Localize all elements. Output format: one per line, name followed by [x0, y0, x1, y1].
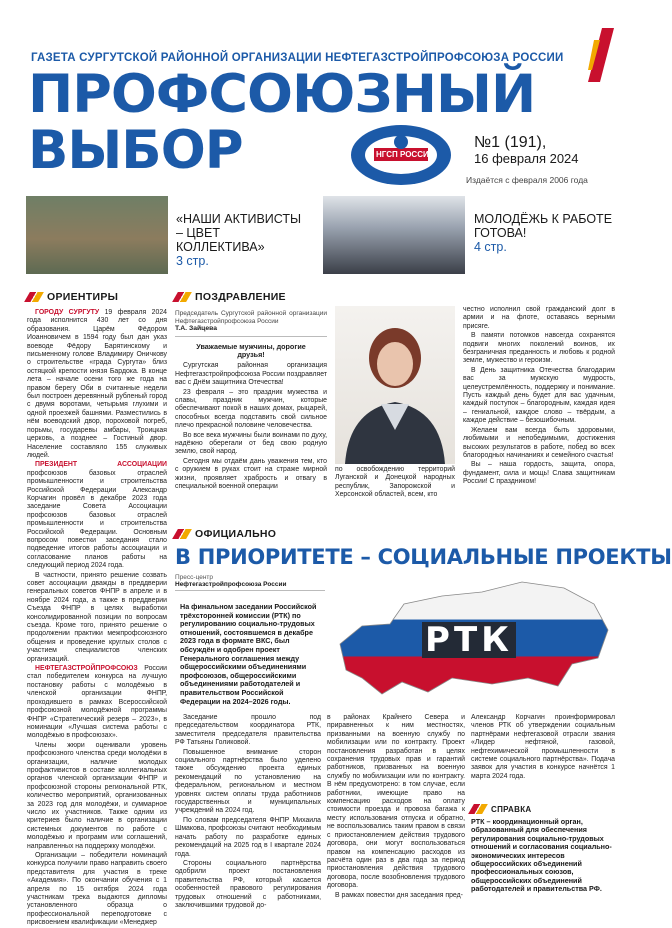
greeting-p5: по освобождению территорий Луганской и Донецкой народных республик, Запорожской и Херсонской областей, всем, кто	[335, 466, 455, 499]
section-marker-icon	[172, 292, 192, 302]
rtk-logo-text: РТК	[425, 620, 513, 660]
issue-date: 16 февраля 2024	[474, 151, 579, 166]
official-headline: В ПРИОРИТЕТЕ – СОЦИАЛЬНЫЕ ПРОЕКТЫ	[175, 545, 672, 569]
source-label: Пресс-центр	[175, 574, 214, 581]
official-c1p1: Заседание прошло под председательством координатора РТК, заместителя председателя правительства РФ Татьяны Голиковой.	[175, 714, 321, 747]
greeting-right-column	[463, 306, 615, 520]
news-lead-president: ПРЕЗИДЕНТ АССОЦИАЦИИ	[35, 461, 167, 469]
news-text-president: профсоюзов базовых отраслей промышленности и строительства Российской Федерации Александр Корчагин провёл в декабре 2023 года заседание Совета Ассоциации профсоюзов базовых отраслей промышленности и строительства Российской Федерации. Основным вопросом повестки заседания стало подведение итогов работы ассоциации и согласование планов работы на следующий период 2024 года.	[27, 469, 167, 570]
greeting-p1: Сургутская районная организация Нефтегазстройпрофсоюза России поздравляет вас с Днём защитника Отечества!	[175, 362, 327, 387]
greeting-r1: честно исполнил свой гражданский долг в армии и на флоте, оставаясь верными присяге.	[463, 306, 615, 330]
news-text-council: В частности, принято решение созвать совет ассоциации дважды в преддверии генеральных советов ФНПР в апреле и в ноябре 2024 года, а также в преддверии Съезда ФНПР в целях выработки консолидированной позиции по вопросам съезда. Кроме того, принято решение о продолжении практики межпрофсоюзного общения и проведение круглых столов с участием специалистов членских организаций.	[27, 571, 167, 663]
greeting-signer: Т.А. Зайцева	[175, 325, 327, 336]
teaser-photo-activists	[26, 196, 168, 274]
teaser-activists[interactable]	[176, 212, 306, 268]
masthead-tagline: ГАЗЕТА СУРГУТСКОЙ РАЙОННОЙ ОРГАНИЗАЦИИ НЕФТЕГАЗСТРОЙПРОФСОЮЗА РОССИИ	[31, 52, 564, 64]
greeting-salutation: Уважаемые мужчины, дорогие друзья!	[196, 341, 306, 359]
official-column-3	[471, 714, 615, 790]
greeting-column	[175, 310, 327, 518]
greeting-p4: Сегодня мы отдаём дань уважения тем, кто с оружием в руках стоит на страже мирной жизни, проявляет храбрость и отвагу в специальной военной операции	[175, 457, 327, 491]
chairwoman-portrait	[335, 306, 455, 464]
section-spravka-label: СПРАВКА	[491, 804, 532, 814]
greeting-p3: Во все века мужчины были воинами по духу, надёжно оберегали от бед свою родную землю, свой народ.	[175, 431, 327, 456]
spravka-text: РТК – координационный орган, образованный для обеспечения регулирования социально-трудовых отношений и согласования социально-экономических интересов общероссийских объединений профессиональных союзов, общероссийских объединений работодателей и правительства РФ.	[471, 817, 612, 894]
section-orientiry-header	[27, 291, 118, 303]
source-name: Нефтегазстройпрофсоюза России	[175, 581, 325, 591]
teaser-photo-youth	[323, 196, 465, 274]
teaser-youth[interactable]	[474, 212, 614, 254]
news-lead-union: НЕФТЕГАЗСТРОЙПРОФСОЮЗ	[35, 665, 138, 673]
section-orientiry-label: ОРИЕНТИРЫ	[47, 291, 119, 303]
section-spravka-header	[471, 804, 531, 814]
official-c2p2: В рамках повестки дня заседания пред-	[335, 891, 463, 899]
official-source	[175, 574, 325, 591]
greeting-r5: Вы – наша гордость, защита, опора, фундамент, сила и мощь! Слава защитникам России! С праздником!	[463, 461, 615, 486]
section-oficialno-header	[175, 528, 276, 540]
news-text-surgut: 19 февраля 2024 года исполнится 430 лет со дня образования. Царём Фёдором Иоанновичем в 1594 году был дан указ воеводе Фёдору Барятинскому и письменному голове Владимиру Оничкову о строительстве «града Сургута» близ остяцкой крепости князя Бардока. В конце лета – начале осени того же года на правом берегу Оби в считанные недели был построен деревянный рубленый город с двумя воротами, четырьмя глухими и одной проезжей башнями. Разместились в нём воеводский двор, пороховой погреб, порьмы, государевы амбары, Троицкая церковь, а позднее – Гостиный двор. Население составляло 155 служивых людей.	[27, 309, 167, 459]
issue-number: №1 (191),	[474, 134, 547, 151]
teaser-youth-page: 4 стр.	[474, 240, 507, 254]
published-since: Издаётся с февраля 2006 года	[466, 175, 588, 185]
official-c1p3: По словам председателя ФНПР Михаила Шмакова, профсоюзы считают необходимым начать работу по разработке единых рекомендаций на 2025 год в I квартале 2024 года.	[175, 816, 321, 858]
greeting-r4: Желаем вам всегда быть здоровыми, любимыми и непобедимыми, достижения высоких результатов в работе, побед во всех благородных начинаниях и семейного счастья!	[463, 426, 615, 459]
teaser-activists-page: 3 стр.	[176, 254, 209, 268]
official-c1p2: Повышенное внимание сторон социального партнёрства было уделено также обсуждению проекта единых рекомендаций по установлению на федеральном, региональном и местном уровнях систем оплаты труда работников государственных и муниципальных учреждений на 2024 год.	[175, 748, 321, 815]
section-oficialno-label: ОФИЦИАЛЬНО	[195, 528, 277, 540]
section-marker-icon	[172, 529, 192, 539]
greeting-p2: 23 февраля – это праздник мужества и славы, праздник мужчин, которые обеспечивают покой в наших домах, рыцарей, способных всегда подставить свой сильное плечо прекрасной половине человечества.	[175, 388, 327, 430]
flag-stripes-icon	[588, 28, 614, 82]
official-lead: На финальном заседании Российской трёхсторонней комиссии (РТК) по регулированию социально-трудовых отношений, состоявшемся в декабре 2023 года в формате ВКС, был обсуждён и одобрен проект Генерального соглашения между общероссийскими объединениями профсоюзов, общероссийскими объединениями работодателей и правительством Российской Федерации на 2024–2026 годы.	[180, 602, 317, 706]
emblem-text: НГСП РОССИИ	[376, 150, 435, 159]
official-column-2	[327, 714, 465, 900]
section-marker-icon	[24, 292, 44, 302]
official-column-1	[175, 714, 321, 909]
official-c2p1: в районах Крайнего Севера и приравненных к ним местностях, призванными на военную службу по мобилизации или по контракту. Проект постановления разработан в целях сохранения трудовых прав и гарантий работников, призванных на военную службу по мобилизации или по контракту. В нём предусмотрено: в том случае, если работники, имеющие право на компенсацию расходов на оплату стоимости проезда и провоза багажа к месту использования отпуска и обратно, не воспользовались таким правом в связи с приостановлением действия трудового договора, они могут воспользоваться правом на компенсацию расходов из расчёта один раз в два года за период приостановления действия трудового договора, после возобновления трудового договора.	[327, 714, 465, 890]
rtk-russia-map-image	[332, 574, 614, 706]
official-c1p4: Стороны социального партнёрства одобрили проект постановления правительства РФ, который касается особенностей правового регулирования трудовых отношений с работниками, заключившими трудовой до-	[175, 859, 321, 909]
masthead-title-line2: ВЫБОР	[28, 120, 243, 181]
masthead-title-line1: ПРОФСОЮЗНЫЙ	[28, 64, 536, 125]
news-lead-surgut: ГОРОДУ СУРГУТУ	[35, 309, 100, 316]
news-text-union: России стал победителем конкурса на лучшую постановку работы с молодёжью в членской организации ФНПР, проходившего в рамках Всероссийской профсоюзной молодёжной программы ФНПР «Стратегический резерв – 2023», в номинации «Лучшая система работы с молодёжью в профсоюзах».	[27, 665, 167, 740]
union-emblem-logo	[348, 122, 454, 188]
greeting-continued	[335, 466, 455, 522]
news-text-academy: Организации – победители номинаций конкурса получили право направить своего представителя для участия в треке «Академия». По окончании обучения с 1 апреля по 15 октября 2024 года участникам трека выдаются дипломы установленного образца о профессиональной переподготовке с присвоением квалификации «Менеджер	[27, 852, 167, 927]
left-column-text	[27, 309, 167, 927]
teaser-youth-title: МОЛОДЁЖЬ К РАБОТЕ ГОТОВА!	[474, 212, 613, 240]
section-pozdravlenie-label: ПОЗДРАВЛЕНИЕ	[195, 291, 286, 303]
greeting-r2: В памяти потомков навсегда сохранятся подвиги многих поколений воинов, их безграничная преданность и любовь к родной земле, мужество и героизм.	[463, 332, 615, 365]
teaser-activists-title: «НАШИ АКТИВИСТЫ – ЦВЕТ КОЛЛЕКТИВА»	[176, 212, 302, 254]
greeting-r3: В День защитника Отечества благодарим вас за мужскую мудрость, целеустремлённость, поддержку и понимание. Пусть каждый день будет для вас удачным, каждый поступок – благородным, каждая идея – гениальной, каждое слово – твёрдым, а каждое действие – безошибочным.	[463, 366, 615, 425]
greeting-from: Председатель Сургутской районной организации Нефтегазстройпрофсоюза России	[175, 310, 327, 325]
section-marker-icon	[468, 804, 488, 814]
news-text-jury: Члены жюри оценивали уровень профсоюзного членства среди молодёжи в организации, наличие молодых профактивистов в составе коллегиальных органов членской организации ФНПР и профсоюзной стороны региональной РТК, количество мероприятий, организованных за 2023 год для молодёжи, и суммарное число их участников. Также одним из критериев было наличие в организации системных документов по работе с молодёжью и программ или соглашений, направленных на поддержку молодёжи.	[27, 741, 167, 850]
official-c3p1: Александр Корчагин проинформировал членов РТК об утверждении социальным партнёрами нефтегазовой отрасли звания «Лидер нефтяной, газовой, нефтехимической промышленности в системе социального партнёрства». Подача заявок для участия в конкурсе начнётся 1 марта 2024 года.	[471, 714, 615, 780]
section-pozdravlenie-header	[175, 291, 286, 303]
